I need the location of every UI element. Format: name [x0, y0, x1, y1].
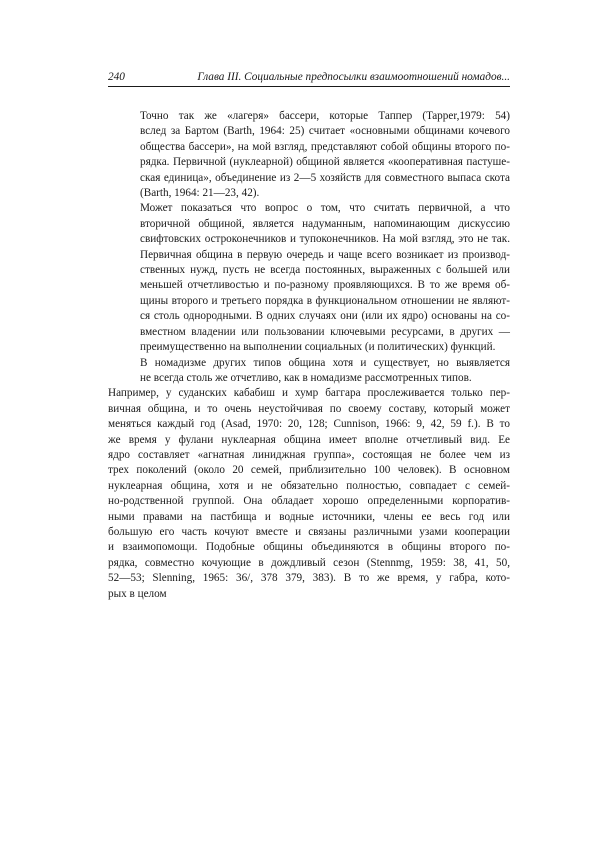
- text-line: (Barth, 1964: 21—23, 42).: [140, 187, 260, 200]
- text-line: трех поколений (около 20 семей, приблизительно 100 человек). В основном: [108, 464, 510, 477]
- text-line: меняться каждый год (Asad, 1970: 20, 128; Cunnison, 1966: 9, 42, 59 f.). В то: [108, 418, 510, 431]
- text-line: не всегда столь же отчетливо, как в номадизме рассмотренных типов.: [140, 371, 472, 384]
- paragraph: [108, 386, 510, 602]
- text-line: меньшей отчетливостью и по-разному проявляющихся. В то же время об-: [140, 279, 510, 292]
- text-line: ными правами на пастбища и водные источники, члены ее весь год или: [108, 510, 510, 523]
- paragraph: [108, 201, 510, 355]
- text-line: щины второго и третьего порядка в функциональном отношении не являют-: [140, 294, 510, 307]
- text-line: свифтовских остроконечников и тупоконечников. На мой взгляд, это не так.: [140, 233, 510, 246]
- text-line: 52—53; Slenning, 1965: 36/, 378 379, 383). В то же время, у габра, кото-: [108, 572, 510, 585]
- text-line: ядро составляет «агнатная линиджная группа», состоящая не более чем из: [108, 448, 510, 461]
- text-line: рядка, совместно кочующие в дождливый сезон (Stennmg, 1959: 38, 41, 50,: [108, 556, 510, 569]
- text-line: рых в целом: [108, 587, 167, 600]
- body-text: [108, 109, 510, 602]
- text-line: рядка. Первичной (нуклеарной) общиной является «кооперативная пастуше-: [140, 156, 510, 169]
- text-line: нуклеарная община, хотя и не обязательно полностью, совпадает с семей-: [108, 479, 510, 492]
- text-line: вместном владении или пользовании ключевыми ресурсами, в других —: [140, 325, 510, 338]
- text-line: вторичной общиной, является надуманным, напоминающим дискуссию: [140, 217, 510, 230]
- running-head: [108, 70, 510, 87]
- text-line: и взаимопомощи. Подобные общины объединяются в общины второго по-: [108, 541, 510, 554]
- text-line: же время у фулани нуклеарная община имеет вполне отчетливый вид. Ее: [108, 433, 510, 446]
- document-page: [108, 70, 510, 602]
- text-line: Например, у суданских кабабиш и хумр баггара прослеживается только пер-: [108, 387, 510, 400]
- text-line: Может показаться что вопрос о том, что считать первичной, а что: [140, 202, 510, 215]
- page-number: 240: [108, 71, 125, 83]
- text-line: вичная община, и то очень неустойчивая по своему составу, который может: [108, 402, 510, 415]
- text-line: но-родственной группой. Она обладает хорошо определенными корпоратив-: [108, 495, 510, 508]
- text-line: ся столь однородными. В одних случаях они (или их ядро) основаны на со-: [140, 310, 510, 323]
- text-line: В номадизме других типов община хотя и существует, но выявляется: [140, 356, 510, 369]
- text-line: преимущественно на выполнении социальных (и политических) функций.: [140, 341, 496, 354]
- text-line: Первичная община в первую очередь и чаще всего возникает из производ-: [140, 248, 510, 261]
- text-line: ственных нужд, пусть не всегда постоянных, выраженных с большей или: [140, 264, 510, 277]
- text-line: общества бассери», на мой взгляд, представляют собой общины второго по-: [140, 140, 510, 153]
- paragraph: [108, 109, 510, 201]
- text-line: большую его часть кочуют вместе и связаны различными узами кооперации: [108, 525, 510, 538]
- chapter-title: Глава III. Социальные предпосылки взаимоотношений номадов...: [197, 71, 510, 83]
- text-line: вслед за Бартом (Barth, 1964: 25) считает «основными общинами кочевого: [140, 125, 510, 138]
- text-line: Точно так же «лагеря» бассери, которые Таппер (Tapper,1979: 54): [140, 110, 510, 122]
- paragraph: [108, 356, 510, 387]
- text-line: ская единица», объединение из 2—5 хозяйств для совместного выпаса скота: [140, 171, 510, 184]
